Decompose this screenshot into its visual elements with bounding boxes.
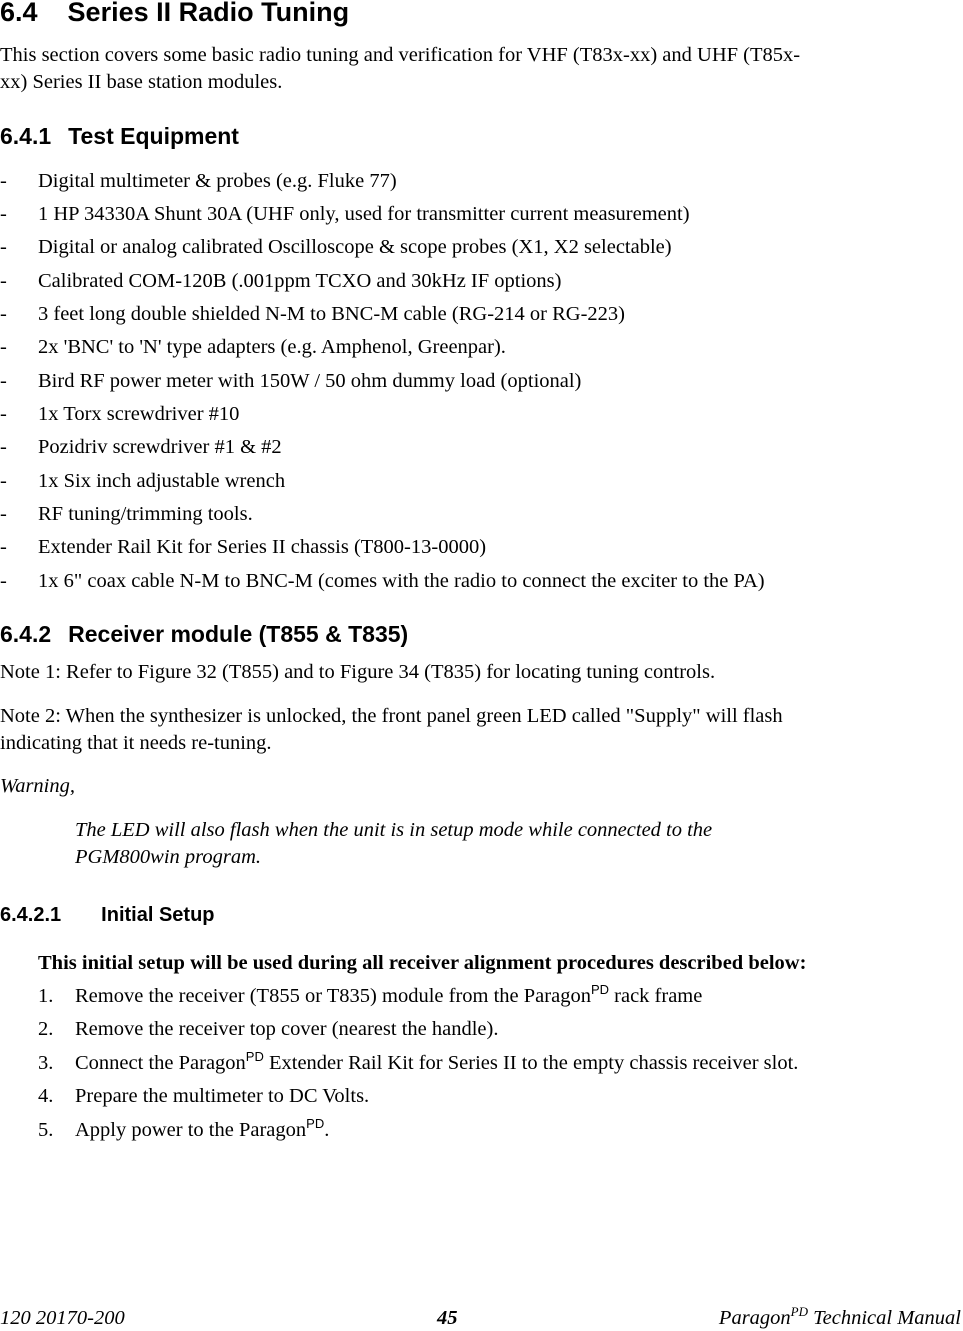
receiver-number: 6.4.2 [0,621,52,647]
list-bullet: - [0,203,7,225]
list-bullet: - [0,303,7,325]
equipment-item-text: Extender Rail Kit for Series II chassis (T800-13-0000) [38,536,487,558]
equipment-item-text: Bird RF power meter with 150W / 50 ohm dummy load (optional) [38,370,582,392]
list-bullet: - [0,403,7,425]
setup-step [38,1085,369,1108]
equipment-item-text: Digital multimeter & probes (e.g. Fluke 77) [38,170,397,192]
note-1: Note 1: Refer to Figure 32 (T855) and to Figure 34 (T835) for locating tuning controls. [0,661,716,683]
footer-brand-sup: PD [790,1304,809,1319]
equipment-item-text: 3 feet long double shielded N-M to BNC-M cable (RG-214 or RG-223) [38,303,625,325]
footer-manual-title [718,1304,961,1330]
equipment-item [0,570,960,596]
initial-setup-number: 6.4.2.1 [0,904,62,926]
section-heading [0,0,349,28]
list-bullet: - [0,536,7,558]
step-text-continued: Extender Rail Kit for Series II to the empty chassis receiver slot. [263,1052,799,1074]
footer-brand: Paragon [718,1307,791,1329]
list-bullet: - [0,270,7,292]
equipment-item [0,403,960,429]
list-bullet: - [0,503,7,525]
list-bullet: - [0,370,7,392]
setup-step [38,1018,498,1041]
note-2-line-2: indicating that it needs re-tuning. [0,732,272,754]
list-bullet: - [0,436,7,458]
equipment-item-text: Calibrated COM-120B (.001ppm TCXO and 30kHz IF options) [38,270,562,292]
equipment-item-text: 1x Six inch adjustable wrench [38,470,286,492]
initial-setup-heading [0,904,215,927]
list-bullet: - [0,236,7,258]
warning-line-2: PGM800win program. [75,846,262,868]
equipment-item-text: RF tuning/trimming tools. [38,503,253,525]
list-bullet: - [0,336,7,358]
setup-step [38,1116,330,1142]
footer-manual: Technical Manual [808,1307,961,1329]
equipment-item [0,536,960,562]
step-text: Connect the Paragon [75,1052,246,1074]
test-equipment-number: 6.4.1 [0,123,52,149]
equipment-item [0,270,960,296]
footer-page-number: 45 [437,1307,458,1329]
step-text: Remove the receiver top cover (nearest the handle). [75,1018,499,1040]
equipment-item-text: 1x 6" coax cable N-M to BNC-M (comes with the radio to connect the exciter to the PA) [38,570,765,592]
initial-setup-lead: This initial setup will be used during all receiver alignment procedures described below: [38,952,807,974]
warning-label: Warning, [0,775,75,797]
equipment-item [0,170,960,196]
step-text-continued: . [324,1119,330,1141]
equipment-item-text: 1x Torx screwdriver #10 [38,403,240,425]
section-number: 6.4 [0,0,38,27]
step-text-continued: rack frame [609,985,703,1007]
step-number: 1. [38,985,54,1007]
footer-doc-number: 120 20170-200 [0,1307,125,1329]
equipment-item [0,203,960,229]
note-2-line-1: Note 2: When the synthesizer is unlocked, the front panel green LED called "Supply" will flash [0,705,783,727]
receiver-title: Receiver module (T855 & T835) [68,621,409,647]
equipment-item-text: 2x 'BNC' to 'N' type adapters (e.g. Amphenol, Greenpar). [38,336,506,358]
equipment-item [0,336,960,362]
equipment-item-text: Pozidriv screwdriver #1 & #2 [38,436,282,458]
list-bullet: - [0,470,7,492]
test-equipment-title: Test Equipment [68,123,239,149]
receiver-heading [0,621,408,648]
intro-line-2: xx) Series II base station modules. [0,71,283,93]
step-text: Prepare the multimeter to DC Volts. [75,1085,370,1107]
equipment-item [0,470,960,496]
equipment-item [0,503,960,529]
section-title: Series II Radio Tuning [67,0,350,27]
step-text: Remove the receiver (T855 or T835) module from the Paragon [75,985,591,1007]
equipment-item [0,370,960,396]
setup-step [38,1049,799,1075]
step-number: 3. [38,1052,54,1074]
equipment-item [0,303,960,329]
list-bullet: - [0,170,7,192]
setup-step [38,982,703,1008]
step-superscript: PD [245,1049,264,1064]
intro-line-1: This section covers some basic radio tuning and verification for VHF (T83x-xx) and UHF (T85x- [0,44,801,66]
equipment-item-text: Digital or analog calibrated Oscilloscope & scope probes (X1, X2 selectable) [38,236,672,258]
equipment-item [0,236,960,262]
initial-setup-title: Initial Setup [101,904,215,926]
step-superscript: PD [306,1116,325,1131]
equipment-item-text: 1 HP 34330A Shunt 30A (UHF only, used for transmitter current measurement) [38,203,690,225]
equipment-item [0,436,960,462]
step-superscript: PD [590,982,610,997]
list-bullet: - [0,570,7,592]
step-number: 2. [38,1018,54,1040]
step-number: 4. [38,1085,54,1107]
step-number: 5. [38,1119,54,1141]
step-text: Apply power to the Paragon [75,1119,307,1141]
warning-line-1: The LED will also flash when the unit is in setup mode while connected to the [75,819,713,841]
test-equipment-heading [0,123,239,150]
